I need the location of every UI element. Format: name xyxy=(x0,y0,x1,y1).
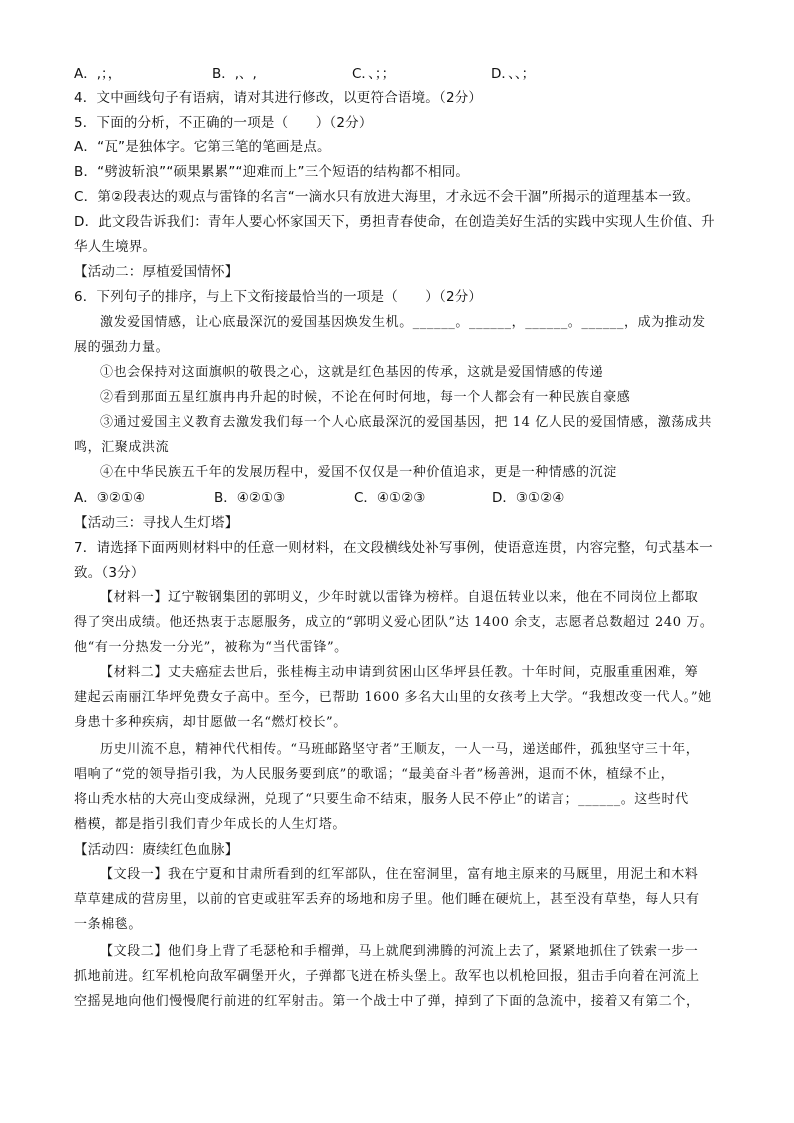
q6-sentence-3-line2: 鸣，汇聚成洪流 xyxy=(74,440,170,455)
q3-option-a: A．,；， xyxy=(74,66,122,82)
q6-option-a: A．③②①④ xyxy=(74,490,146,506)
material-1-line3: 他“有一分热发一分光”，被称为“当代雷锋”。 xyxy=(74,640,348,655)
text-1-line1: 【文段一】我在宁夏和甘肃所看到的红军部队，住在窑洞里，富有地主原来的马厩里，用泥土和木料 xyxy=(100,867,699,882)
history-passage-line2: 唱响了“党的领导指引我，为人民服务要到底”的歌谣；“最美奋斗者”杨善洲，退而不休，植绿不止， xyxy=(74,767,675,782)
material-2-line1: 【材料二】丈夫癌症去世后，张桂梅主动申请到贫困山区华坪县任教。十年时间，克服重重困难，筹 xyxy=(100,665,699,680)
q6-sentence-1: ①也会保持对这面旗帜的敬畏之心，这就是红色基因的传承，这就是爱国情感的传递 xyxy=(100,365,604,380)
q6-sentence-2: ②看到那面五星红旗冉冉升起的时候，不论在何时何地，每一个人都会有一种民族自豪感 xyxy=(100,390,631,405)
q3-option-b: B．,、, xyxy=(212,66,257,82)
question-4: 4．文中画线句子有语病，请对其进行修改，以更符合语境。（2分） xyxy=(74,90,483,106)
material-2-line3: 身患十多种疾病，却甘愿做一名“燃灯校长”。 xyxy=(74,715,347,730)
question-5: 5．下面的分析，不正确的一项是（ ）（2分） xyxy=(74,115,373,131)
question-7-line2: 致。（3分） xyxy=(74,565,145,581)
q5-option-d-line1: D．此文段告诉我们：青年人要心怀家国天下，勇担青春使命，在创造美好生活的实践中实现人生价值、升 xyxy=(74,214,715,230)
q3-option-c: C．、；； xyxy=(352,66,396,82)
q5-option-b: B．“劈波斩浪”“硕果累累”“迎难而上”三个短语的结构都不相同。 xyxy=(74,164,470,180)
q6-option-b: B．④②①③ xyxy=(214,490,286,506)
text-1-line3: 一条棉毯。 xyxy=(74,917,143,932)
q5-option-d-line2: 华人生境界。 xyxy=(74,239,157,255)
text-1-line2: 草草建成的营房里，以前的官吏或驻军丢弃的场地和房子里。他们睡在硬炕上，甚至没有草垫，每人只有 xyxy=(74,892,700,907)
question-7-line1: 7．请选择下面两则材料中的任意一则材料，在文段横线处补写事例，使语意连贯，内容完整，句式基本一 xyxy=(74,540,713,556)
history-passage-line4: 楷模，都是指引我们青少年成长的人生灯塔。 xyxy=(74,817,347,832)
material-1-line1: 【材料一】辽宁鞍钢集团的郭明义，少年时就以雷锋为榜样。自退伍转业以来，他在不同岗位上都取 xyxy=(100,590,699,605)
text-2-line3: 空摇晃地向他们慢慢爬行前进的红军射击。第一个战士中了弹，掉到了下面的急流中，接着又有第二个， xyxy=(74,994,700,1009)
activity-2-heading: 【活动二：厚植爱国情怀】 xyxy=(74,264,239,280)
question-6: 6．下列句子的排序，与上下文衔接最恰当的一项是（ ）（2分） xyxy=(74,289,483,305)
q6-passage-line1: 激发爱国情感，让心底最深沉的爱国基因焕发生机。______。______，______。______，成为推动发 xyxy=(100,315,706,330)
material-1-line2: 得了突出成绩。他还热衷于志愿服务，成立的“郭明义爱心团队”达 1400 余支，志愿者总数超过 240 万。 xyxy=(74,615,714,630)
history-passage-line3: 将山秃水枯的大亮山变成绿洲，兑现了“只要生命不结束，服务人民不停止”的诺言；______。这些时代 xyxy=(74,792,689,807)
text-2-line1: 【文段二】他们身上背了毛瑟枪和手榴弹，马上就爬到沸腾的河流上去了，紧紧地抓住了铁索一步一 xyxy=(100,944,699,959)
q6-sentence-3-line1: ③通过爱国主义教育去激发我们每一个人心底最深沉的爱国基因，把 14 亿人民的爱国情感，激荡成共 xyxy=(100,415,713,430)
material-2-line2: 建起云南丽江华坪免费女子高中。至今，已帮助 1600 多名大山里的女孩考上大学。“我想改变一代人。”她 xyxy=(74,690,712,705)
history-passage-line1: 历史川流不息，精神代代相传。“马班邮路坚守者”王顺友，一人一马，递送邮件，孤独坚守三十年， xyxy=(100,742,700,757)
text-2-line2: 抓地前进。红军机枪向敌军碉堡开火，子弹都飞迸在桥头堡上。敌军也以机枪回报，狙击手向着在河流上 xyxy=(74,969,700,984)
q6-sentence-4: ④在中华民族五千年的发展历程中，爱国不仅仅是一种价值追求，更是一种情感的沉淀 xyxy=(100,465,617,480)
q6-passage-line2: 展的强劲力量。 xyxy=(74,340,170,355)
q5-option-a: A．“瓦”是独体字。它第三笔的笔画是点。 xyxy=(74,139,331,155)
activity-4-heading: 【活动四：赓续红色血脉】 xyxy=(74,842,239,858)
q6-option-c: C．④①②③ xyxy=(354,490,426,506)
q5-option-c: C．第②段表达的观点与雷锋的名言“一滴水只有放进大海里，才永远不会干涸”所揭示的道理基本一致。 xyxy=(74,189,700,205)
activity-3-heading: 【活动三：寻找人生灯塔】 xyxy=(74,515,239,531)
q3-option-d: D．、、； xyxy=(491,66,536,82)
q6-option-d: D．③①②④ xyxy=(492,490,565,506)
